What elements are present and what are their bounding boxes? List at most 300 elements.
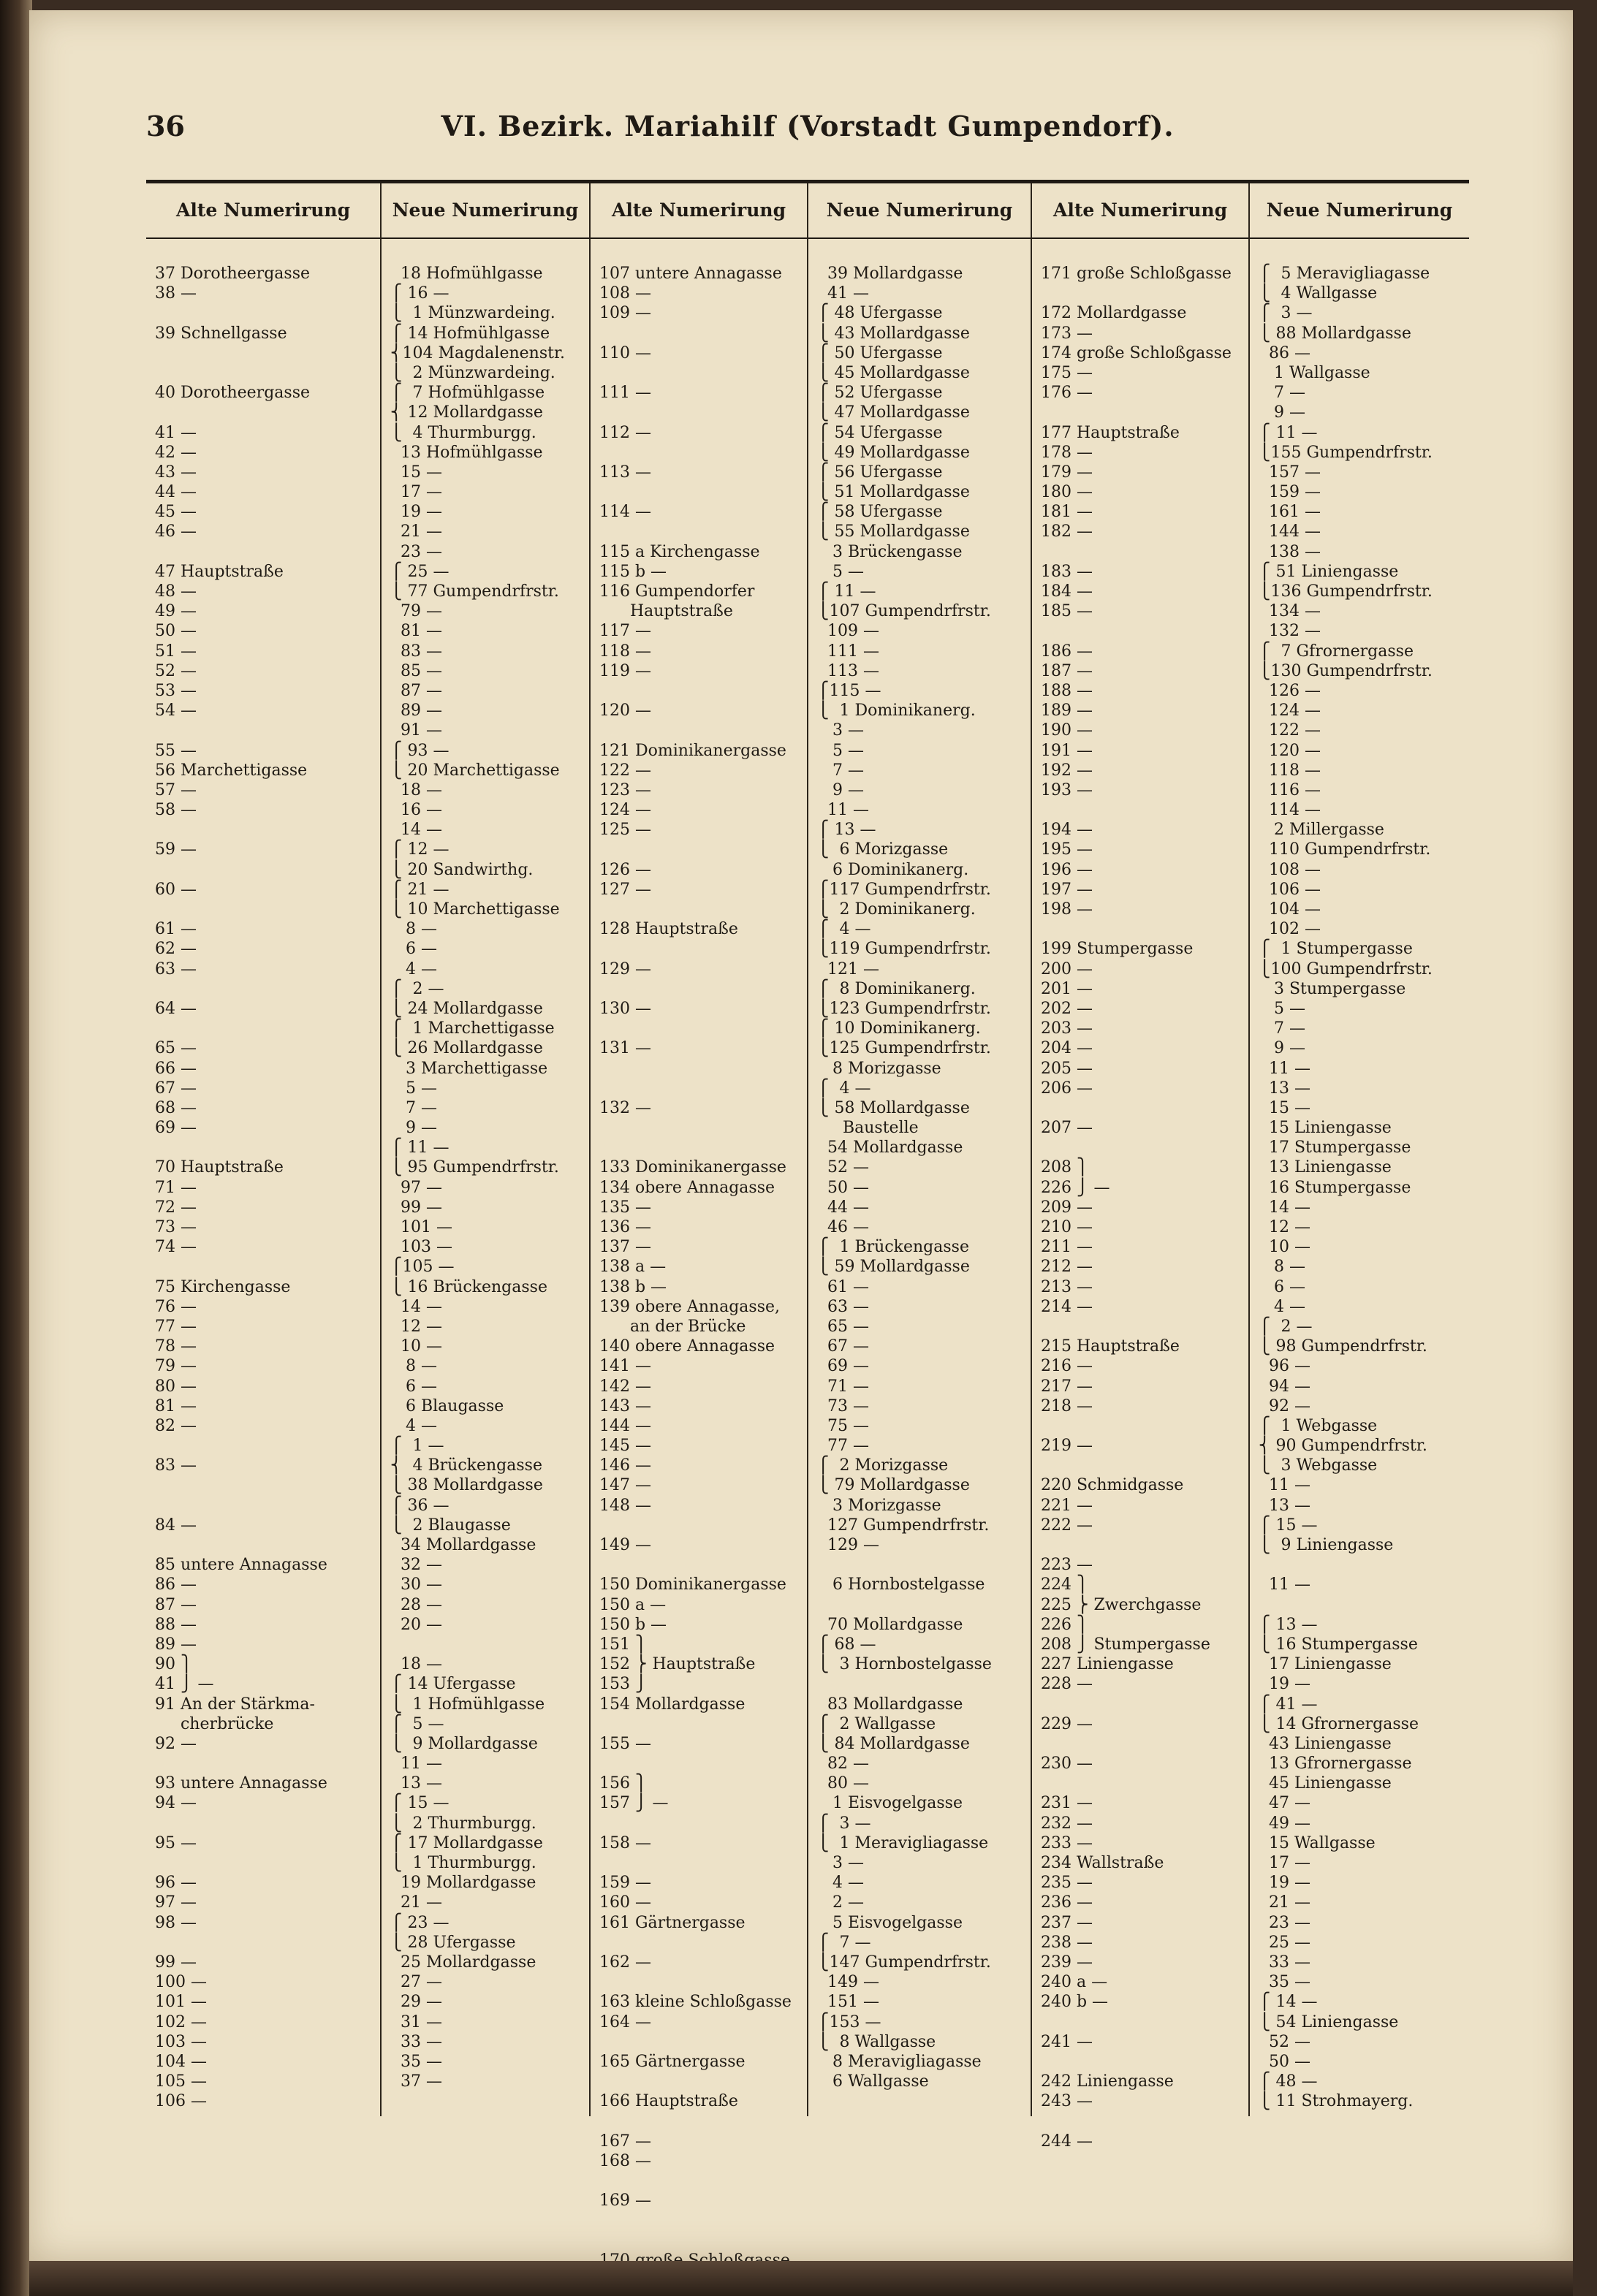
table-row: 19 — bbox=[1259, 1675, 1310, 1694]
table-row: 70 Hauptstraße bbox=[155, 1158, 284, 1177]
table-row: 197 — bbox=[1041, 880, 1093, 899]
column-old-numbering-2 bbox=[591, 183, 808, 2211]
table-row bbox=[599, 2171, 801, 2191]
table-row: 95 — bbox=[155, 1833, 197, 1852]
table-row: 69 — bbox=[817, 1357, 869, 1376]
table-row bbox=[599, 979, 801, 999]
table-row: ⎧ 14 Ufergasse bbox=[390, 1675, 516, 1694]
table-row: ⎧ 36 — bbox=[390, 1496, 449, 1515]
table-row: 244 — bbox=[1041, 2132, 1093, 2151]
table-row: 225 ⎬ Zwerchgasse bbox=[1041, 1595, 1202, 1614]
table-row: 6 Blaugasse bbox=[390, 1396, 504, 1415]
table-row: ⎩ 54 Liniengasse bbox=[1259, 2012, 1399, 2031]
table-row: 123 — bbox=[599, 780, 651, 799]
table-row: 99 — bbox=[155, 1953, 197, 1972]
table-row: ⎩ 2 Blaugasse bbox=[390, 1516, 511, 1535]
table-row: 190 — bbox=[1041, 721, 1093, 740]
table-row bbox=[1041, 1774, 1243, 1793]
column-rows bbox=[155, 264, 374, 2111]
table-row: ⎩ 16 Brückengasse bbox=[390, 1277, 547, 1296]
table-row: 107 untere Annagasse bbox=[599, 265, 782, 283]
table-row: 8 — bbox=[390, 1357, 437, 1376]
table-row: 52 — bbox=[155, 661, 197, 680]
table-row bbox=[155, 900, 374, 919]
table-row: 61 — bbox=[155, 920, 197, 939]
table-row: ⎩ 95 Gumpendrfrstr. bbox=[390, 1158, 559, 1177]
table-row: ⎩155 Gumpendrfrstr. bbox=[1259, 443, 1433, 462]
table-row: 150 a — bbox=[599, 1595, 667, 1614]
table-row: ⎩ 47 Mollardgasse bbox=[817, 403, 970, 422]
table-row: ⎧ 16 — bbox=[390, 284, 449, 303]
table-row: 97 — bbox=[155, 1893, 197, 1912]
table-row: 86 — bbox=[1259, 343, 1310, 362]
table-row: 196 — bbox=[1041, 860, 1093, 879]
table-row: 90 ⎫ bbox=[155, 1655, 193, 1674]
table-row: 126 — bbox=[1259, 681, 1321, 700]
table-row: ⎩ 11 Strohmayerg. bbox=[1259, 2092, 1414, 2111]
table-row: 65 — bbox=[817, 1317, 869, 1336]
table-row: 9 — bbox=[1259, 403, 1305, 422]
table-row: 218 — bbox=[1041, 1396, 1093, 1415]
table-row: 103 — bbox=[390, 1238, 452, 1257]
table-row: ⎧ 1 Brückengasse bbox=[817, 1238, 969, 1257]
table-row: 166 Hauptstraße bbox=[599, 2092, 738, 2111]
table-row: ⎩ 77 Gumpendrfrstr. bbox=[390, 582, 559, 601]
table-row bbox=[1041, 1695, 1243, 1714]
table-row: 222 — bbox=[1041, 1516, 1093, 1535]
table-row: 237 — bbox=[1041, 1913, 1093, 1932]
table-row bbox=[817, 1555, 1025, 1575]
table-row: 79 — bbox=[390, 602, 442, 621]
table-row bbox=[599, 403, 801, 422]
table-row bbox=[1041, 621, 1243, 641]
table-row bbox=[599, 2211, 801, 2230]
table-row: 50 — bbox=[1259, 2052, 1310, 2071]
table-row: 91 — bbox=[390, 721, 442, 740]
table-row: ⎩ 1 Münzwardeing. bbox=[390, 304, 555, 323]
table-row: 92 — bbox=[155, 1734, 197, 1753]
table-row: 172 Mollardgasse bbox=[1041, 304, 1187, 323]
table-row: 124 — bbox=[1259, 702, 1321, 721]
table-row: ⎧ 4 — bbox=[817, 920, 871, 939]
table-row: 152 ⎬ Hauptstraße bbox=[599, 1655, 756, 1674]
table-row: 17 — bbox=[1259, 1854, 1310, 1872]
table-row: 150 b — bbox=[599, 1615, 667, 1634]
table-row: ⎧ 50 Ufergasse bbox=[817, 343, 943, 362]
table-row: ⎨ 12 Mollardgasse bbox=[390, 403, 543, 422]
table-row bbox=[1041, 1416, 1243, 1436]
table-row: 165 Gärtnergasse bbox=[599, 2052, 746, 2071]
table-row: 35 — bbox=[390, 2052, 442, 2071]
table-row bbox=[599, 2072, 801, 2091]
table-row bbox=[1259, 1555, 1463, 1575]
column-new-numbering-1 bbox=[382, 183, 591, 2116]
column-rows bbox=[599, 264, 801, 2270]
table-row: 96 — bbox=[1259, 1357, 1310, 1376]
table-row: 128 Hauptstraße bbox=[599, 920, 738, 939]
table-row: 46 — bbox=[817, 1218, 869, 1236]
table-row: 169 — bbox=[599, 2192, 651, 2211]
table-row bbox=[599, 1714, 801, 1734]
table-row: 102 — bbox=[155, 2012, 207, 2031]
table-row: 82 — bbox=[155, 1416, 197, 1435]
table-row: 108 — bbox=[1259, 860, 1321, 879]
table-row: 46 — bbox=[155, 522, 197, 541]
table-row: ⎩ 16 Stumpergasse bbox=[1259, 1635, 1418, 1654]
table-row: 136 — bbox=[599, 1218, 651, 1236]
table-row: 52 — bbox=[817, 1158, 869, 1177]
table-row: 208 ⎫ bbox=[1041, 1158, 1089, 1177]
column-rows bbox=[817, 264, 1025, 2091]
table-row: 159 — bbox=[1259, 483, 1321, 502]
table-row: 49 — bbox=[1259, 1814, 1310, 1833]
table-row: 5 — bbox=[817, 741, 864, 760]
table-row bbox=[817, 1595, 1025, 1615]
table-row: 183 — bbox=[1041, 562, 1093, 581]
table-row: ⎩ 1 Dominikanerg. bbox=[817, 702, 976, 721]
table-row: ⎨ 90 Gumpendrfrstr. bbox=[1259, 1437, 1427, 1456]
table-row: 54 Mollardgasse bbox=[817, 1139, 963, 1157]
table-row: ⎧ 2 — bbox=[1259, 1317, 1313, 1336]
table-row bbox=[599, 324, 801, 343]
table-row: 11 — bbox=[1259, 1059, 1310, 1078]
table-row: 7 — bbox=[817, 761, 864, 780]
table-row: 4 — bbox=[390, 1416, 437, 1435]
table-row bbox=[599, 939, 801, 959]
table-row: 48 — bbox=[155, 582, 197, 601]
table-row: 37 Dorotheergasse bbox=[155, 265, 310, 283]
table-row: 151 — bbox=[817, 1993, 879, 2012]
table-row: 63 — bbox=[817, 1297, 869, 1316]
table-row bbox=[1041, 2052, 1243, 2072]
table-row: 11 — bbox=[1259, 1575, 1310, 1594]
table-row: 7 — bbox=[1259, 384, 1305, 403]
table-row: ⎩ 1 Thurmburgg. bbox=[390, 1854, 536, 1872]
table-row: 113 — bbox=[599, 463, 651, 482]
table-row: 35 — bbox=[1259, 1973, 1310, 1992]
table-row: 3 Morizgasse bbox=[817, 1496, 941, 1515]
book-binding bbox=[0, 0, 32, 2296]
table-row: 145 — bbox=[599, 1437, 651, 1456]
table-row: 4 — bbox=[817, 1874, 864, 1893]
table-row: ⎩ 43 Mollardgasse bbox=[817, 324, 970, 343]
table-row: ⎩ 51 Mollardgasse bbox=[817, 483, 970, 502]
table-row: 1 Wallgasse bbox=[1259, 363, 1370, 382]
table-row: 14 — bbox=[1259, 1198, 1310, 1217]
table-row: 66 — bbox=[155, 1059, 197, 1078]
table-row: 175 — bbox=[1041, 363, 1093, 382]
table-row: 6 — bbox=[390, 1377, 437, 1396]
table-row: 139 obere Annagasse, bbox=[599, 1297, 780, 1316]
table-row: 155 — bbox=[599, 1734, 651, 1753]
table-row: 34 Mollardgasse bbox=[390, 1536, 536, 1554]
table-row: 6 Dominikanerg. bbox=[817, 860, 969, 879]
table-row: ⎧ 23 — bbox=[390, 1913, 449, 1932]
table-row: 8 Morizgasse bbox=[817, 1059, 941, 1078]
table-row: 23 — bbox=[1259, 1913, 1310, 1932]
table-row: 10 — bbox=[1259, 1238, 1310, 1257]
table-row: 141 — bbox=[599, 1357, 651, 1376]
table-row: 71 — bbox=[817, 1377, 869, 1396]
table-row: 135 — bbox=[599, 1198, 651, 1217]
table-row: 93 untere Annagasse bbox=[155, 1774, 327, 1793]
table-row: 20 — bbox=[390, 1615, 442, 1634]
table-row: ⎩ 55 Mollardgasse bbox=[817, 522, 970, 541]
table-row: 213 — bbox=[1041, 1277, 1093, 1296]
table-row: 134 — bbox=[1259, 602, 1321, 621]
table-row: 103 — bbox=[155, 2032, 207, 2051]
table-row bbox=[1041, 2111, 1243, 2131]
table-row: ⎧ 2 Wallgasse bbox=[817, 1714, 936, 1733]
table-row: ⎧ 8 Dominikanerg. bbox=[817, 979, 976, 998]
table-row bbox=[599, 1814, 801, 1833]
table-row: 224 ⎫ bbox=[1041, 1575, 1089, 1594]
table-row: 45 — bbox=[155, 503, 197, 522]
table-row: ⎩147 Gumpendrfrstr. bbox=[817, 1953, 991, 1972]
table-row: 177 Hauptstraße bbox=[1041, 423, 1180, 442]
table-row: 171 große Schloßgasse bbox=[1041, 265, 1232, 283]
table-row: 49 — bbox=[155, 602, 197, 621]
table-row: 126 — bbox=[599, 860, 651, 879]
column-heading: Alte Numerirung bbox=[175, 199, 351, 221]
table-row: 101 — bbox=[390, 1218, 452, 1236]
table-row: 223 — bbox=[1041, 1556, 1093, 1575]
table-row: 125 — bbox=[599, 821, 651, 840]
table-row bbox=[1041, 1456, 1243, 1475]
table-row: 6 — bbox=[1259, 1277, 1305, 1296]
table-row: ⎩ 79 Mollardgasse bbox=[817, 1476, 970, 1495]
table-row bbox=[1041, 403, 1243, 422]
table-row: 232 — bbox=[1041, 1814, 1093, 1833]
table-row: 64 — bbox=[155, 999, 197, 1018]
table-row: ⎧ 2 Morizgasse bbox=[817, 1456, 949, 1475]
table-row: 178 — bbox=[1041, 443, 1093, 462]
table-row: 109 — bbox=[599, 304, 651, 323]
table-row: 137 — bbox=[599, 1238, 651, 1257]
column-new-numbering-2 bbox=[808, 183, 1032, 2116]
table-row: ⎧ 54 Ufergasse bbox=[817, 423, 943, 442]
table-row: 13 — bbox=[1259, 1079, 1310, 1098]
table-row: 15 — bbox=[390, 463, 442, 482]
table-row: 209 — bbox=[1041, 1198, 1093, 1217]
table-row: 43 — bbox=[155, 463, 197, 482]
table-row: 19 — bbox=[1259, 1874, 1310, 1893]
table-row: 163 kleine Schloßgasse bbox=[599, 1993, 792, 2012]
table-row: 243 — bbox=[1041, 2092, 1093, 2111]
page-title: VI. Bezirk. Mariahilf (Vorstadt Gumpendorf). bbox=[441, 110, 1175, 142]
table-row: 228 — bbox=[1041, 1675, 1093, 1694]
table-row: 37 — bbox=[390, 2072, 442, 2091]
table-row: 69 — bbox=[155, 1119, 197, 1138]
table-row: 43 Liniengasse bbox=[1259, 1734, 1392, 1753]
table-row: 13 Gfrornergasse bbox=[1259, 1755, 1412, 1774]
table-row: 133 Dominikanergasse bbox=[599, 1158, 786, 1177]
table-row: 176 — bbox=[1041, 384, 1093, 403]
table-row: 192 — bbox=[1041, 761, 1093, 780]
table-row: 83 Mollardgasse bbox=[817, 1695, 963, 1714]
table-row: 179 — bbox=[1041, 463, 1093, 482]
table-row bbox=[155, 979, 374, 999]
table-row: 40 Dorotheergasse bbox=[155, 384, 310, 403]
table-row: 41 — bbox=[817, 284, 869, 303]
table-row: 82 — bbox=[817, 1755, 869, 1774]
table-row: 154 Mollardgasse bbox=[599, 1695, 746, 1714]
table-row: 21 — bbox=[1259, 1893, 1310, 1912]
table-row: ⎩ 9 Liniengasse bbox=[1259, 1536, 1394, 1554]
table-row: 149 — bbox=[817, 1973, 879, 1992]
table-row: 13 Hofmühlgasse bbox=[390, 443, 543, 462]
table-row: 19 — bbox=[390, 503, 442, 522]
table-row bbox=[599, 840, 801, 859]
table-row: 9 — bbox=[1259, 1039, 1305, 1058]
table-row: 11 — bbox=[1259, 1476, 1310, 1495]
table-row bbox=[155, 1257, 374, 1277]
table-row: 236 — bbox=[1041, 1893, 1093, 1912]
table-row: 117 — bbox=[599, 622, 651, 641]
table-row bbox=[817, 1674, 1025, 1694]
table-row bbox=[155, 860, 374, 880]
table-row: 59 — bbox=[155, 840, 197, 859]
table-row: 15 Wallgasse bbox=[1259, 1833, 1376, 1852]
table-row: 216 — bbox=[1041, 1357, 1093, 1376]
table-row: 56 Marchettigasse bbox=[155, 761, 308, 780]
table-row bbox=[155, 1475, 374, 1495]
table-row: 229 — bbox=[1041, 1714, 1093, 1733]
table-row: 148 — bbox=[599, 1496, 651, 1515]
table-row: 116 — bbox=[1259, 780, 1321, 799]
table-row: 97 — bbox=[390, 1178, 442, 1197]
table-row: ⎩ 4 Thurmburgg. bbox=[390, 423, 536, 442]
table-row: 4 — bbox=[1259, 1297, 1305, 1316]
table-row: 132 — bbox=[1259, 622, 1321, 641]
table-row: 168 — bbox=[599, 2151, 651, 2170]
table-row: 143 — bbox=[599, 1396, 651, 1415]
table-row bbox=[155, 1754, 374, 1774]
table-row: ⎩ 84 Mollardgasse bbox=[817, 1734, 970, 1753]
table-row bbox=[599, 1853, 801, 1873]
table-row: 8 Meravigliagasse bbox=[817, 2052, 982, 2071]
table-row: 70 Mollardgasse bbox=[817, 1615, 963, 1634]
table-row: 29 — bbox=[390, 1993, 442, 2012]
column-old-numbering-1 bbox=[146, 183, 382, 2116]
table-row bbox=[1041, 2012, 1243, 2032]
table-row: 9 — bbox=[817, 780, 864, 799]
table-row: 226 ⎭ — bbox=[1041, 1178, 1110, 1197]
table-row: 44 — bbox=[155, 483, 197, 502]
table-row: ⎩ 9 Mollardgasse bbox=[390, 1734, 538, 1753]
table-row: 124 — bbox=[599, 801, 651, 820]
table-row: 110 — bbox=[599, 343, 651, 362]
table-row: 104 — bbox=[1259, 900, 1321, 919]
table-row: ⎧ 11 — bbox=[390, 1139, 449, 1157]
table-row bbox=[599, 1555, 801, 1575]
table-row: 144 — bbox=[1259, 522, 1321, 541]
table-row: 16 Stumpergasse bbox=[1259, 1178, 1411, 1197]
column-rows bbox=[1259, 264, 1463, 2111]
table-row: 158 — bbox=[599, 1833, 651, 1852]
table-row bbox=[599, 2231, 801, 2251]
table-row: 2 Millergasse bbox=[1259, 821, 1384, 840]
table-row: ⎧ 52 Ufergasse bbox=[817, 384, 943, 403]
table-row: 211 — bbox=[1041, 1238, 1093, 1257]
table-row: ⎩107 Gumpendrfrstr. bbox=[817, 602, 991, 621]
table-row: 3 Stumpergasse bbox=[1259, 979, 1406, 998]
table-row: 6 Hornbostelgasse bbox=[817, 1575, 985, 1594]
table-row: 241 — bbox=[1041, 2032, 1093, 2051]
table-row: 121 Dominikanergasse bbox=[599, 741, 786, 760]
table-row bbox=[599, 1019, 801, 1038]
table-row: an der Brücke bbox=[599, 1317, 746, 1336]
table-row: 13 — bbox=[1259, 1496, 1310, 1515]
table-row: 52 — bbox=[1259, 2032, 1310, 2051]
table-row: 161 — bbox=[1259, 503, 1321, 522]
table-row: 9 — bbox=[390, 1119, 437, 1138]
table-row bbox=[1041, 800, 1243, 820]
table-row: 193 — bbox=[1041, 780, 1093, 799]
column-heading: Neue Numerirung bbox=[1266, 199, 1453, 221]
table-row: ⎧ 2 — bbox=[390, 979, 444, 998]
table-row: 18 — bbox=[390, 1655, 442, 1674]
table-row: 156 ⎫ bbox=[599, 1774, 648, 1793]
table-row: 161 Gärtnergasse bbox=[599, 1913, 746, 1932]
table-row: 25 Mollardgasse bbox=[390, 1953, 536, 1972]
table-row: 199 Stumpergasse bbox=[1041, 940, 1194, 959]
table-row: 76 — bbox=[155, 1297, 197, 1316]
table-row: 185 — bbox=[1041, 602, 1093, 621]
table-row: 61 — bbox=[817, 1277, 869, 1296]
table-row: 147 — bbox=[599, 1476, 651, 1495]
table-row: ⎧ 3 — bbox=[817, 1814, 871, 1833]
table-row: ⎩ 14 Gfrornergasse bbox=[1259, 1714, 1419, 1733]
table-row: 195 — bbox=[1041, 840, 1093, 859]
table-row: 106 — bbox=[155, 2092, 207, 2111]
table-row: 67 — bbox=[817, 1337, 869, 1356]
table-row: 21 — bbox=[390, 522, 442, 541]
table-row: 217 — bbox=[1041, 1377, 1093, 1396]
table-row: 164 — bbox=[599, 2012, 651, 2031]
table-row: 188 — bbox=[1041, 681, 1093, 700]
table-row: ⎩ 1 Meravigliagasse bbox=[817, 1833, 989, 1852]
table-row: ⎧ 17 Mollardgasse bbox=[390, 1833, 543, 1852]
table-row: 142 — bbox=[599, 1377, 651, 1396]
table-row bbox=[599, 681, 801, 701]
table-row: 19 Mollardgasse bbox=[390, 1874, 536, 1893]
table-row: 101 — bbox=[155, 1993, 207, 2012]
table-row: 17 Stumpergasse bbox=[1259, 1139, 1411, 1157]
table-row: 149 — bbox=[599, 1536, 651, 1554]
table-row: 45 Liniengasse bbox=[1259, 1774, 1392, 1793]
table-row: 53 — bbox=[155, 681, 197, 700]
table-row: ⎩123 Gumpendrfrstr. bbox=[817, 999, 991, 1018]
table-row: ⎧ 1 — bbox=[390, 1437, 444, 1456]
table-row: 17 — bbox=[390, 483, 442, 502]
table-row: ⎩ 28 Ufergasse bbox=[390, 1933, 516, 1952]
table-row: ⎧ 56 Ufergasse bbox=[817, 463, 943, 482]
table-row: ⎩ 1 Hofmühlgasse bbox=[390, 1695, 545, 1714]
table-row: 73 — bbox=[817, 1396, 869, 1415]
table-row: 5 — bbox=[817, 562, 864, 581]
table-row: ⎩100 Gumpendrfrstr. bbox=[1259, 959, 1433, 978]
table-row: 15 Liniengasse bbox=[1259, 1119, 1392, 1138]
table-row: 51 — bbox=[155, 642, 197, 661]
table-row: ⎧ 13 — bbox=[817, 821, 876, 840]
table-row: ⎩ 88 Mollardgasse bbox=[1259, 324, 1411, 343]
table-row: ⎩ 45 Mollardgasse bbox=[817, 363, 970, 382]
table-row bbox=[155, 1814, 374, 1833]
table-row: 39 Mollardgasse bbox=[817, 265, 963, 283]
table-row: 104 — bbox=[155, 2052, 207, 2071]
table-row: 12 — bbox=[1259, 1218, 1310, 1236]
